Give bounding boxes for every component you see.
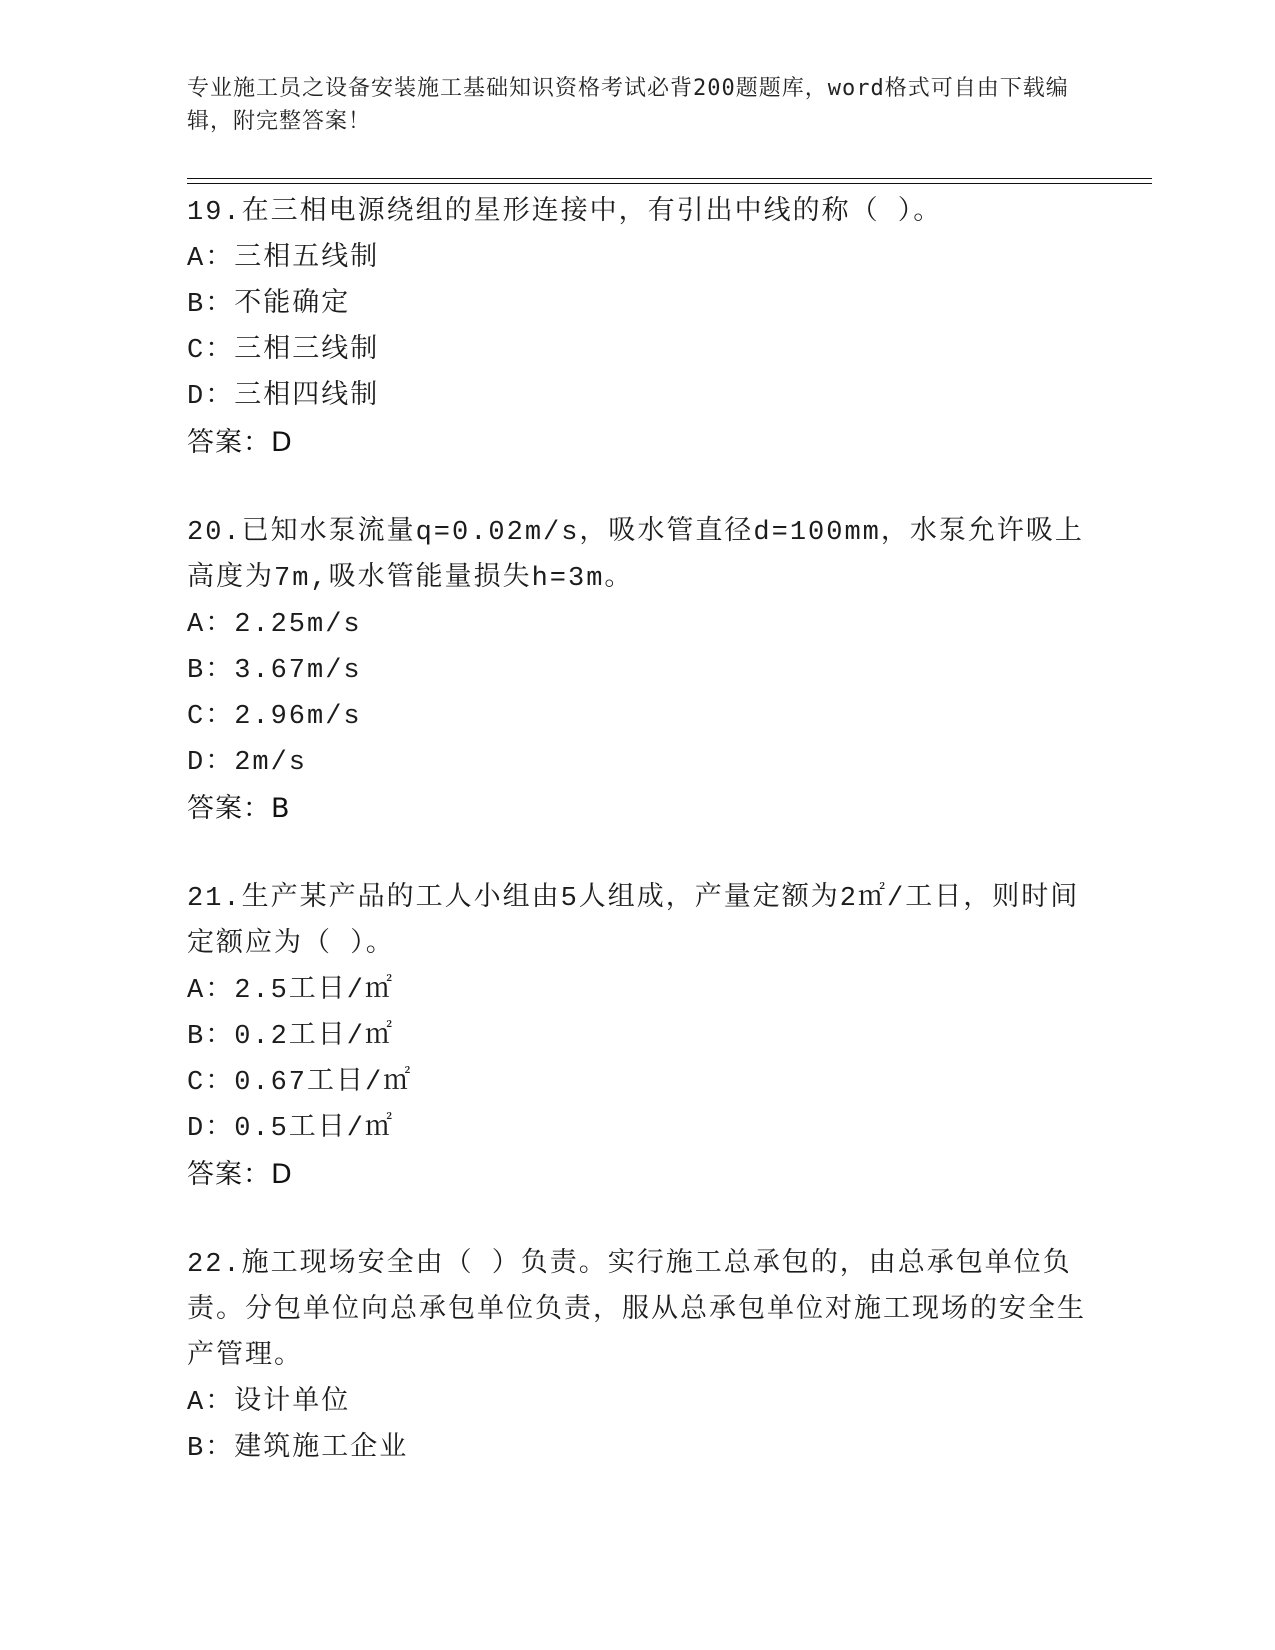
option-label: A： <box>187 610 235 640</box>
option-text: 0.67工日/㎡ <box>234 1068 413 1098</box>
option-text: 三相四线制 <box>234 382 380 412</box>
question-text: 19.在三相电源绕组的星形连接中，有引出中线的称（ ）。 <box>187 198 943 228</box>
option-a <box>187 1380 1087 1426</box>
question-19 <box>187 190 1087 466</box>
option-b <box>187 282 1087 328</box>
option-c <box>187 694 1087 740</box>
option-label: D： <box>187 1114 235 1144</box>
option-label: C： <box>187 336 235 366</box>
question-20 <box>187 510 1087 832</box>
option-c <box>187 328 1087 374</box>
option-text: 三相五线制 <box>234 244 380 274</box>
option-label: A： <box>187 244 235 274</box>
question-text: 21.生产某产品的工人小组由5人组成，产量定额为2㎡/工日，则时间定额应为（ ）。 <box>187 884 1080 960</box>
answer-line: 答案：D <box>187 1159 293 1190</box>
spacer <box>187 1198 1087 1242</box>
option-label: B： <box>187 1434 235 1464</box>
option-text: 2.5工日/㎡ <box>234 976 395 1006</box>
option-label: A： <box>187 1388 235 1418</box>
option-label: A： <box>187 976 235 1006</box>
option-b <box>187 1426 1087 1472</box>
option-label: B： <box>187 1022 235 1052</box>
document-header <box>187 72 1087 138</box>
header-divider-top <box>187 178 1152 179</box>
option-text: 0.5工日/㎡ <box>234 1114 395 1144</box>
question-22 <box>187 1242 1087 1472</box>
question-21 <box>187 876 1087 1198</box>
header-text: 专业施工员之设备安装施工基础知识资格考试必背200题题库，word格式可自由下载编辑，附完整答案！ <box>187 76 1069 134</box>
option-text: 2m/s <box>234 748 308 778</box>
option-label: C： <box>187 1068 235 1098</box>
option-c <box>187 1060 1087 1106</box>
option-text: 3.67m/s <box>234 656 362 686</box>
option-b <box>187 1014 1087 1060</box>
question-text: 20.已知水泵流量q=0.02m/s，吸水管直径d=100mm，水泵允许吸上高度为7m,吸水管能量损失h=3m。 <box>187 518 1084 594</box>
option-a <box>187 602 1087 648</box>
option-text: 不能确定 <box>234 290 351 320</box>
answer-line: 答案：D <box>187 427 293 458</box>
option-label: C： <box>187 702 235 732</box>
option-text: 建筑施工企业 <box>234 1434 409 1464</box>
option-a <box>187 968 1087 1014</box>
option-text: 设计单位 <box>234 1388 351 1418</box>
option-text: 三相三线制 <box>234 336 380 366</box>
option-b <box>187 648 1087 694</box>
question-text: 22.施工现场安全由（ ）负责。实行施工总承包的，由总承包单位负责。分包单位向总承包单位负责，服从总承包单位对施工现场的安全生产管理。 <box>187 1250 1086 1372</box>
spacer <box>187 832 1087 876</box>
option-text: 0.2工日/㎡ <box>234 1022 395 1052</box>
option-label: D： <box>187 382 235 412</box>
option-label: B： <box>187 656 235 686</box>
option-d <box>187 1106 1087 1152</box>
option-text: 2.25m/s <box>234 610 362 640</box>
option-a <box>187 236 1087 282</box>
spacer <box>187 466 1087 510</box>
option-d <box>187 374 1087 420</box>
option-label: B： <box>187 290 235 320</box>
header-divider-bottom <box>187 183 1152 184</box>
option-d <box>187 740 1087 786</box>
option-text: 2.96m/s <box>234 702 362 732</box>
option-label: D： <box>187 748 235 778</box>
answer-line: 答案：B <box>187 793 291 824</box>
question-list <box>187 190 1087 1472</box>
